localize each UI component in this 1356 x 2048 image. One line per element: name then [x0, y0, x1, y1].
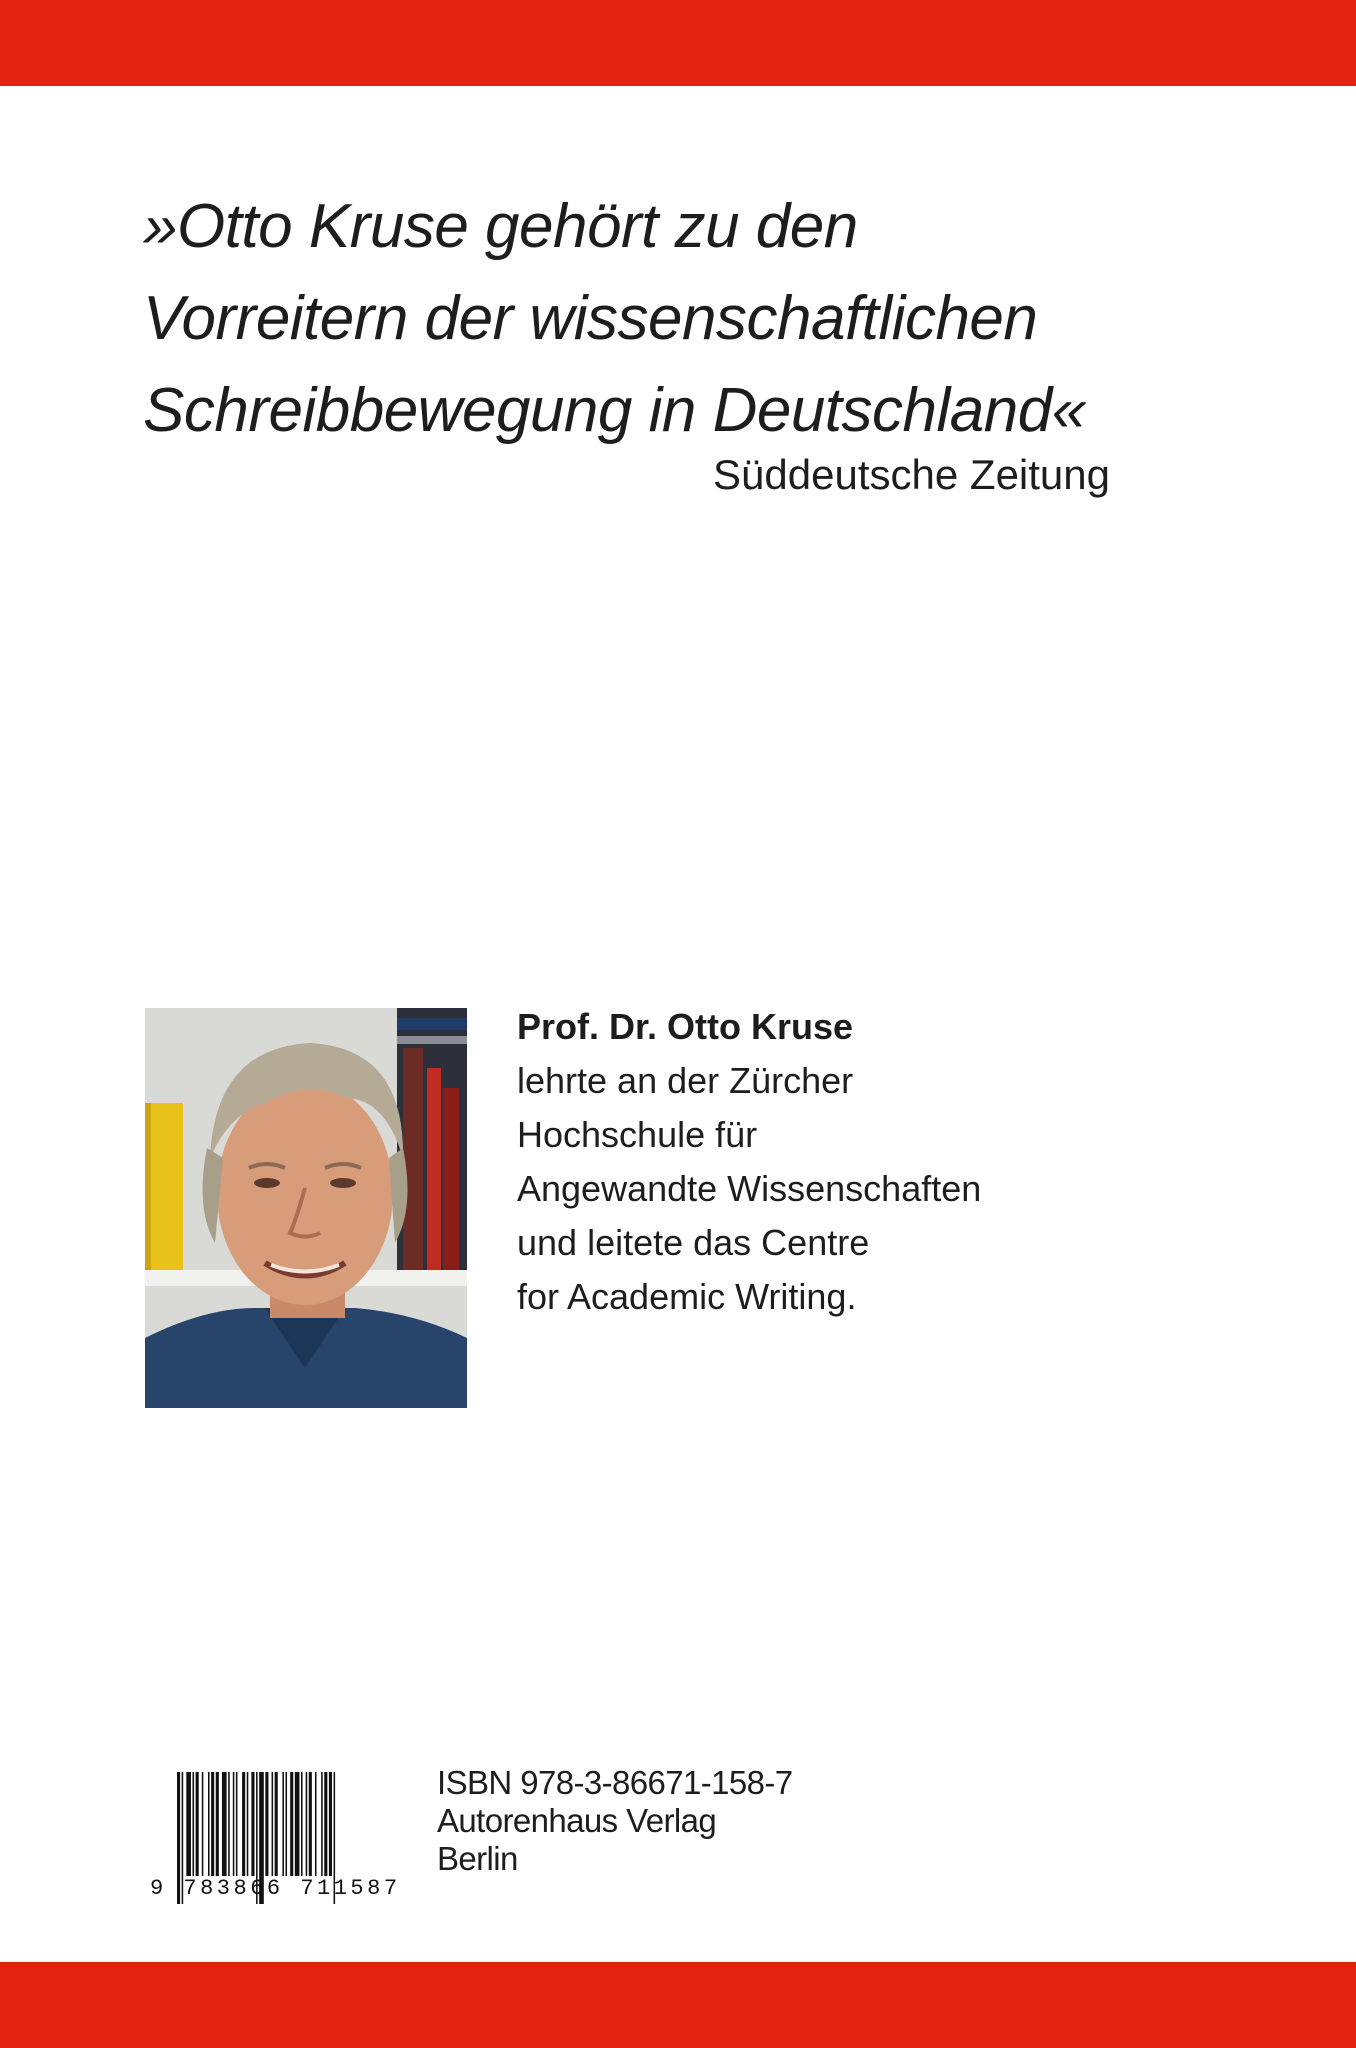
top-red-band [0, 0, 1356, 86]
barcode-bar [233, 1772, 235, 1876]
quote-source: Süddeutsche Zeitung [713, 451, 1110, 498]
barcode-bar [315, 1772, 317, 1876]
publisher-city: Berlin [437, 1840, 518, 1877]
barcode-bar [196, 1772, 199, 1876]
barcode-bar [222, 1772, 227, 1876]
barcode-bar [202, 1772, 204, 1876]
barcode-digits: 9 783866 711587 [150, 1876, 401, 1901]
author-name: Prof. Dr. Otto Kruse [517, 1006, 854, 1047]
barcode-bar [309, 1772, 312, 1876]
barcode-bar [242, 1772, 245, 1876]
barcode-bar [272, 1772, 274, 1876]
barcode-bar [265, 1772, 268, 1876]
barcode-bar [306, 1772, 308, 1876]
barcode-bar [275, 1772, 278, 1876]
review-quote [143, 181, 1143, 457]
barcode-bar [193, 1772, 195, 1876]
author-portrait-icon [145, 1008, 467, 1408]
barcode-bar [324, 1772, 327, 1876]
barcode-bar [236, 1772, 238, 1876]
barcode-bar [247, 1772, 249, 1876]
isbn: ISBN 978-3-86671-158-7 [437, 1764, 793, 1801]
bio-line-1: lehrte an der Zürcher [517, 1060, 854, 1101]
barcode-bar [228, 1772, 230, 1876]
quote-line-1: »Otto Kruse gehört zu den [143, 192, 858, 261]
bio-line-5: for Academic Writing. [517, 1276, 857, 1317]
barcode-bar [321, 1772, 323, 1876]
bottom-red-band [0, 1962, 1356, 2048]
barcode-bar [208, 1772, 210, 1876]
barcode-bar [251, 1772, 254, 1876]
author-photo [145, 1008, 467, 1408]
bio-line-3: Angewandte Wissenschaften [517, 1168, 982, 1209]
bio-line-2: Hochschule für [517, 1114, 758, 1155]
publication-info [437, 1764, 793, 1878]
barcode-bar [211, 1772, 214, 1876]
bio-line-4: und leitete das Centre [517, 1222, 870, 1263]
quote-line-3: Schreibbewegung in Deutschland« [143, 376, 1086, 445]
barcode-bar [216, 1772, 219, 1876]
publisher: Autorenhaus Verlag [437, 1802, 717, 1839]
barcode-bar [329, 1772, 332, 1876]
barcode-bar [295, 1772, 300, 1876]
author-bio [517, 1000, 1117, 1324]
quote-line-2: Vorreitern der wissenschaftlichen [143, 284, 1038, 353]
barcode-bar [290, 1772, 293, 1876]
barcode-bar [282, 1772, 284, 1876]
barcode-bar [301, 1772, 303, 1876]
barcode-bar [286, 1772, 288, 1876]
barcode-bar [186, 1772, 191, 1876]
